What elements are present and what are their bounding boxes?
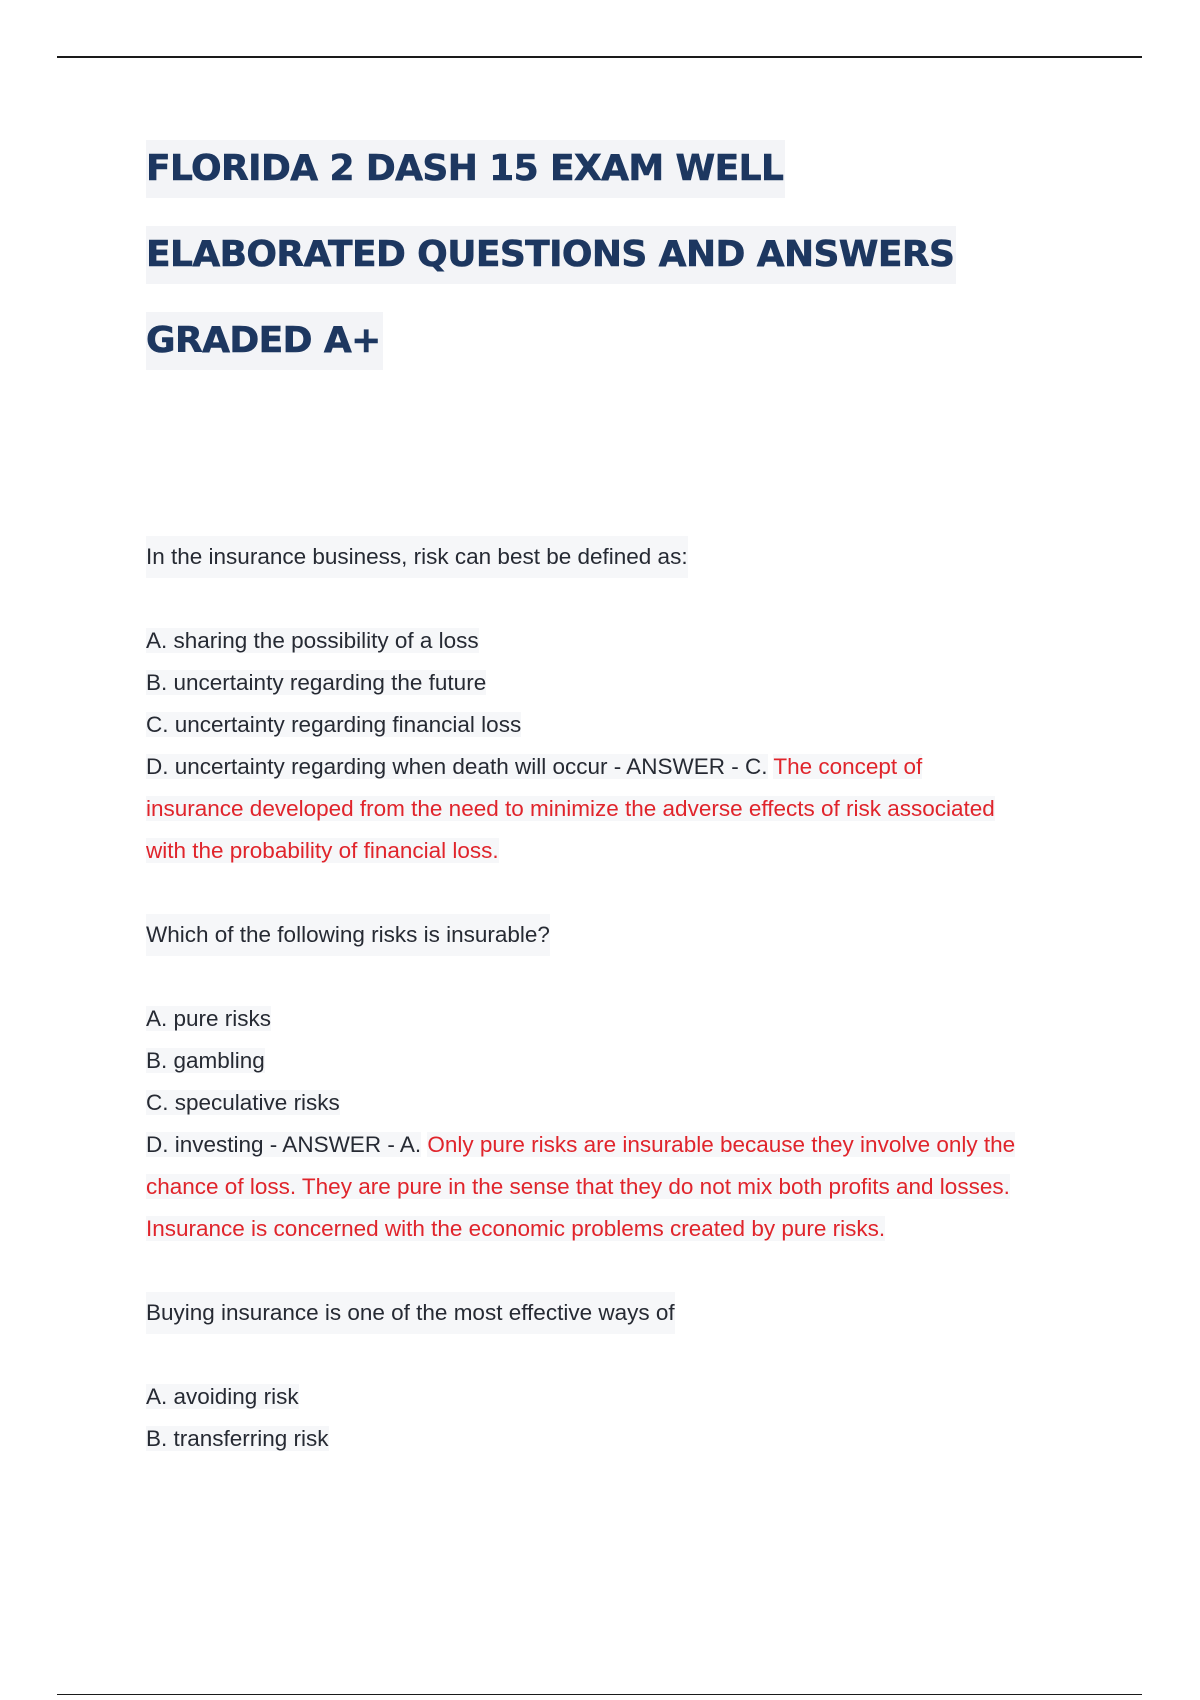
question-prompt: Which of the following risks is insurable? [146, 914, 550, 956]
option-c: C. speculative risks [146, 1090, 340, 1115]
option-b: B. uncertainty regarding the future [146, 670, 487, 695]
option-a: A. pure risks [146, 1006, 272, 1031]
question-prompt: In the insurance business, risk can best be defined as: [146, 536, 688, 578]
option-b: B. gambling [146, 1048, 265, 1073]
option-d-with-answer: D. investing - ANSWER - A. [146, 1132, 422, 1157]
question-3 [146, 1292, 1096, 1460]
answer-explanation-line-2: chance of loss. They are pure in the sense that they do not mix both profits and losses. [146, 1174, 1010, 1199]
title-line-3: GRADED A+ [146, 312, 383, 370]
answer-explanation-line-3: Insurance is concerned with the economic problems created by pure risks. [146, 1216, 886, 1241]
option-d-with-answer: D. uncertainty regarding when death will occur - ANSWER - C. [146, 754, 768, 779]
answer-explanation-line-1: The concept of [773, 754, 923, 779]
option-a: A. sharing the possibility of a loss [146, 628, 479, 653]
title-line-2: ELABORATED QUESTIONS AND ANSWERS [146, 226, 956, 284]
option-c: C. uncertainty regarding financial loss [146, 712, 522, 737]
option-a: A. avoiding risk [146, 1384, 299, 1409]
footer-rule [57, 1694, 1142, 1695]
option-b: B. transferring risk [146, 1426, 329, 1451]
answer-explanation-line-3: with the probability of financial loss. [146, 838, 499, 863]
answer-explanation-line-1: Only pure risks are insurable because they involve only the [427, 1132, 1016, 1157]
answer-explanation-line-2: insurance developed from the need to minimize the adverse effects of risk associated [146, 796, 995, 821]
question-1 [146, 536, 1096, 872]
question-prompt: Buying insurance is one of the most effective ways of [146, 1292, 675, 1334]
header-rule [57, 56, 1142, 58]
document-body [146, 140, 1096, 1460]
question-2 [146, 914, 1096, 1250]
document-title [146, 140, 1096, 398]
title-line-1: FLORIDA 2 DASH 15 EXAM WELL [146, 140, 785, 198]
